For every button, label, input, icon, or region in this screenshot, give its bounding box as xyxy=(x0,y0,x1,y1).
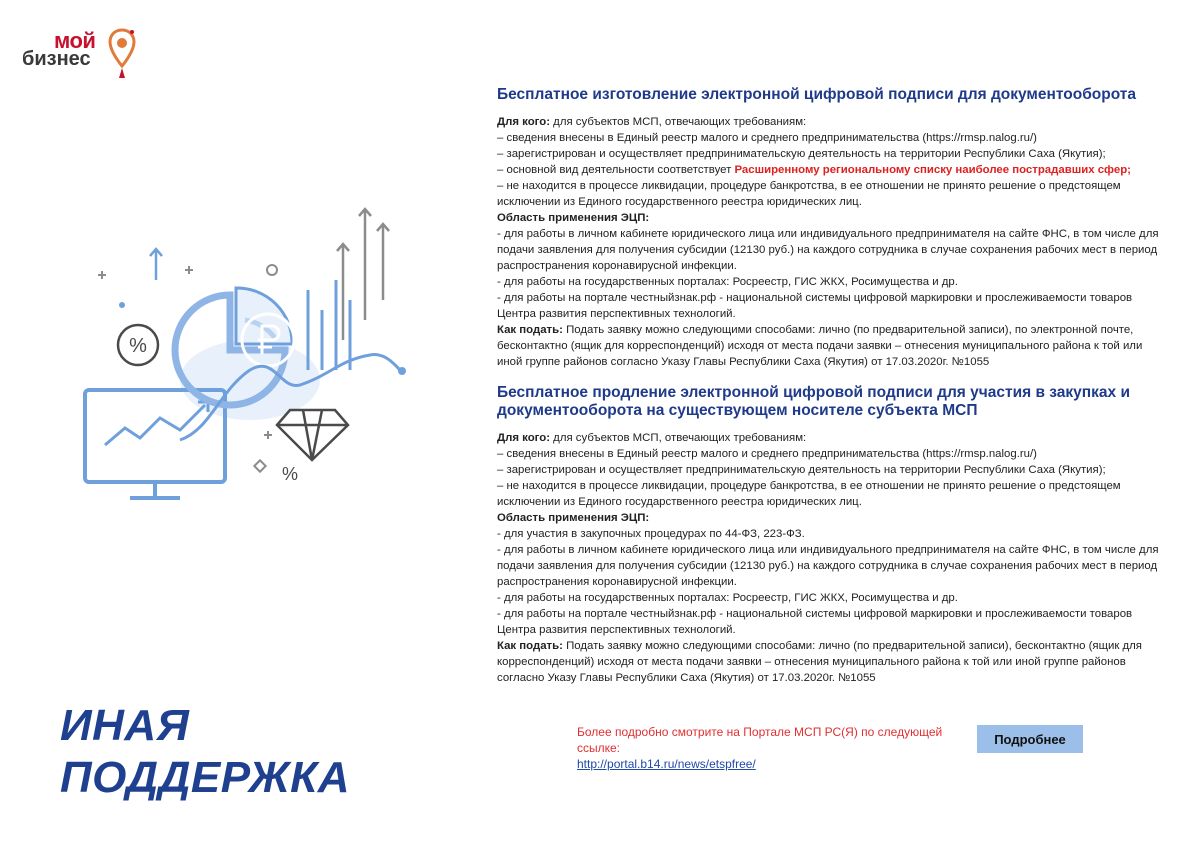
logo-line1: мой xyxy=(54,28,96,53)
location-pin-icon xyxy=(108,26,136,80)
who-label: Для кого: xyxy=(497,116,551,128)
percent-icon xyxy=(118,325,158,365)
requirement: – сведения внесены в Единый реестр малого и среднего предпринимательства (https://rmsp.nalog.ru/) xyxy=(497,132,1037,144)
logo xyxy=(20,26,140,86)
scope-item: - для работы в личном кабинете юридического лица или индивидуального предпринимателя на сайте ФНС, в том числе для подачи заявления для получения субсидии (12130 руб.) на каждого сотрудника в случае сохранения рабочих мест в период распространения коронавирусной инфекции. xyxy=(497,228,1159,272)
content xyxy=(497,86,1167,686)
requirement-prefix: – основной вид деятельности соответствует xyxy=(497,164,735,176)
portal-link[interactable]: http://portal.b14.ru/news/etspfree/ xyxy=(577,757,756,771)
requirement: – зарегистрирован и осуществляет предпринимательскую деятельность на территории Республики Саха (Якутия); xyxy=(497,148,1106,160)
scope-item: - для работы на государственных порталах: Росреестр, ГИС ЖКХ, Росимущества и др. xyxy=(497,592,958,604)
section-title: Бесплатное продление электронной цифровой подписи для участия в закупках и документооборота на существующем носителе субъекта МСП xyxy=(497,384,1131,419)
requirement: – не находится в процессе ликвидации, процедуре банкротства, в ее отношении не принято решение о предстоящем исключении из Единого государственного реестра юридических лиц. xyxy=(497,180,1121,208)
apply-label: Как подать: xyxy=(497,640,563,652)
page-title-line1: ИНАЯ xyxy=(60,701,190,750)
scope-item: - для работы на государственных порталах: Росреестр, ГИС ЖКХ, Росимущества и др. xyxy=(497,276,958,288)
scope-item: - для работы на портале честныйзнак.рф - национальной системы цифровой маркировки и прослеживаемости товаров Центра развития перспективных технологий. xyxy=(497,608,1133,636)
who-line xyxy=(497,114,1167,130)
scope-item: - для работы на портале честныйзнак.рф - национальной системы цифровой маркировки и прослеживаемости товаров Центра развития перспективных технологий. xyxy=(497,292,1133,320)
logo-line2: бизнес xyxy=(22,48,91,70)
section-free-issuance xyxy=(497,86,1167,370)
who-text: для субъектов МСП, отвечающих требованиям: xyxy=(550,116,807,128)
svg-text:%: % xyxy=(129,335,147,357)
who-text: для субъектов МСП, отвечающих требованиям: xyxy=(550,432,807,444)
requirement: – сведения внесены в Единый реестр малого и среднего предпринимательства (https://rmsp.nalog.ru/) xyxy=(497,448,1037,460)
business-growth-illustration xyxy=(60,190,420,510)
scope-label: Область применения ЭЦП: xyxy=(497,212,650,224)
footer-text: Более подробно смотрите на Портале МСП РС(Я) по следующей ссылке: xyxy=(577,725,943,755)
arrow-up-icon xyxy=(337,209,389,340)
requirement-highlight: Расширенному региональному списку наиболее пострадавших сфер; xyxy=(734,164,1131,176)
apply-text: Подать заявку можно следующими способами: лично (по предварительной записи), по электронной почте, бесконтактно (ящик для корреспонденций) исходя от места подачи заявки – отнесения муниципального района к той или иной группе районов согласно Указу Главы Республики Саха (Якутия) от 17.03.2020г. №1055 xyxy=(497,324,1143,368)
apply-line xyxy=(497,638,1167,686)
page-title-line2: ПОДДЕРЖКА xyxy=(60,753,350,802)
scope-item: - для работы в личном кабинете юридического лица или индивидуального предпринимателя на сайте ФНС, в том числе для подачи заявления для получения субсидии (12130 руб.) на каждого сотрудника в случае сохранения рабочих мест в период распространения коронавирусной инфекции. xyxy=(497,544,1159,588)
diamond-icon xyxy=(277,410,348,460)
section-title: Бесплатное изготовление электронной цифровой подписи для документооборота xyxy=(497,86,1137,103)
who-label: Для кого: xyxy=(497,432,551,444)
scope-item: - для участия в закупочных процедурах по 44-ФЗ, 223-ФЗ. xyxy=(497,528,805,540)
monitor-icon xyxy=(85,390,225,498)
scope-label: Область применения ЭЦП: xyxy=(497,512,650,524)
more-button[interactable]: Подробнее xyxy=(977,725,1083,753)
requirement: – зарегистрирован и осуществляет предпринимательскую деятельность на территории Республики Саха (Якутия); xyxy=(497,464,1106,476)
svg-text:%: % xyxy=(281,464,299,484)
apply-label: Как подать: xyxy=(497,324,563,336)
page-title xyxy=(60,700,420,804)
apply-line xyxy=(497,322,1167,370)
requirement xyxy=(497,162,1167,178)
who-line xyxy=(497,430,1167,446)
footer-note xyxy=(577,724,957,772)
section-free-renewal xyxy=(497,384,1167,686)
requirement: – не находится в процессе ликвидации, процедуре банкротства, в ее отношении не принято решение о предстоящем исключении из Единого государственного реестра юридических лиц. xyxy=(497,480,1121,508)
apply-text: Подать заявку можно следующими способами: лично (по предварительной записи), бесконтактно (ящик для корреспонденций) исходя от места подачи заявки – отнесения муниципального района к той или иной группе районов согласно Указу Главы Республики Саха (Якутия) от 17.03.2020г. №1055 xyxy=(497,640,1142,684)
